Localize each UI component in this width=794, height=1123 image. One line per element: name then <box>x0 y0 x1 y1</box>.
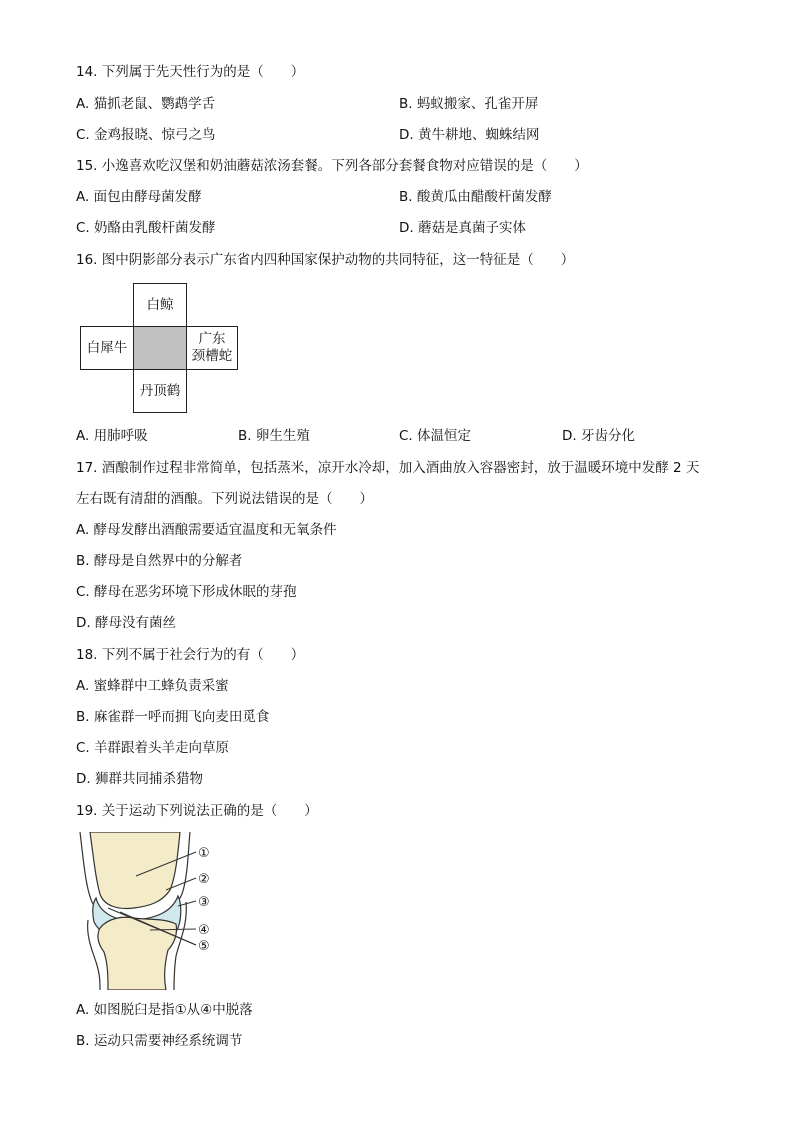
diagram-label-white-rhino: 白犀牛 <box>86 339 128 356</box>
diagram-label-crane: 丹顶鹤 <box>139 382 181 399</box>
q15-stem: 15. 小逸喜欢吃汉堡和奶油蘑菇浓汤套餐。下列各部分套餐食物对应错误的是（ ） <box>76 158 588 174</box>
q18-stem: 18. 下列不属于社会行为的有（ ） <box>76 647 305 663</box>
q14-stem: 14. 下列属于先天性行为的是（ ） <box>76 64 305 80</box>
diagram-label-guangdong: 广东 <box>198 331 226 347</box>
q17-stem-line1: 17. 酒酿制作过程非常简单，包括蒸米，凉开水冷却，加入酒曲放入容器密封，放于温暖环境中发酵 2 天 <box>76 460 700 476</box>
q19-stem: 19. 关于运动下列说法正确的是（ ） <box>76 803 318 819</box>
q15-option-d: D. 蘑菇是真菌子实体 <box>399 220 526 236</box>
diagram-label-beluga: 白鲸 <box>146 296 174 313</box>
label-1: ① <box>198 846 210 861</box>
q19-option-a: A. 如图脱臼是指①从④中脱落 <box>76 1002 253 1018</box>
diagram-cell-right <box>186 326 238 370</box>
q17-option-c: C. 酵母在恶劣环境下形成休眠的芽孢 <box>76 584 297 600</box>
diagram-cell-left <box>80 326 134 370</box>
q15-option-a: A. 面包由酵母菌发酵 <box>76 189 202 205</box>
q18-option-d: D. 狮群共同捕杀猎物 <box>76 771 203 787</box>
q19-option-b: B. 运动只需要神经系统调节 <box>76 1033 243 1049</box>
q18-option-a: A. 蜜蜂群中工蜂负责采蜜 <box>76 678 229 694</box>
q14-option-c: C. 金鸡报晓、惊弓之鸟 <box>76 127 216 143</box>
q16-option-b: B. 卵生生殖 <box>238 428 310 444</box>
q14-option-a: A. 猫抓老鼠、鹦鹉学舌 <box>76 96 216 112</box>
label-3: ③ <box>198 895 210 910</box>
q17-option-d: D. 酵母没有菌丝 <box>76 615 176 631</box>
label-2: ② <box>198 872 210 887</box>
q14-option-b: B. 蚂蚁搬家、孔雀开屏 <box>399 96 539 112</box>
label-4: ④ <box>198 923 210 938</box>
q15-option-c: C. 奶酪由乳酸杆菌发酵 <box>76 220 216 236</box>
diagram-cell-shaded-common <box>133 326 187 370</box>
upper-bone-shape <box>90 832 180 908</box>
q15-option-b: B. 酸黄瓜由醋酸杆菌发酵 <box>399 189 552 205</box>
q17-stem-line2: 左右既有清甜的酒酿。下列说法错误的是（ ） <box>76 491 373 507</box>
lower-bone-shape <box>98 917 177 990</box>
diagram-label-snake: 颈槽蛇 <box>191 348 233 364</box>
q17-option-b: B. 酵母是自然界中的分解者 <box>76 553 243 569</box>
diagram-cell-top <box>133 283 187 327</box>
q16-option-c: C. 体温恒定 <box>399 428 472 444</box>
joint-capsule-lower-left <box>88 920 100 990</box>
q16-option-a: A. 用肺呼吸 <box>76 428 148 444</box>
joint-structure-diagram <box>78 832 228 990</box>
q16-stem: 16. 图中阴影部分表示广东省内四种国家保护动物的共同特征，这一特征是（ ） <box>76 252 575 268</box>
q16-option-d: D. 牙齿分化 <box>562 428 635 444</box>
q14-option-d: D. 黄牛耕地、蜘蛛结网 <box>399 127 540 143</box>
q18-option-c: C. 羊群跟着头羊走向草原 <box>76 740 230 756</box>
label-5: ⑤ <box>198 939 210 954</box>
q17-option-a: A. 酵母发酵出酒酿需要适宜温度和无氧条件 <box>76 522 337 538</box>
q18-option-b: B. 麻雀群一呼而拥飞向麦田觅食 <box>76 709 270 725</box>
diagram-cell-bottom <box>133 369 187 413</box>
